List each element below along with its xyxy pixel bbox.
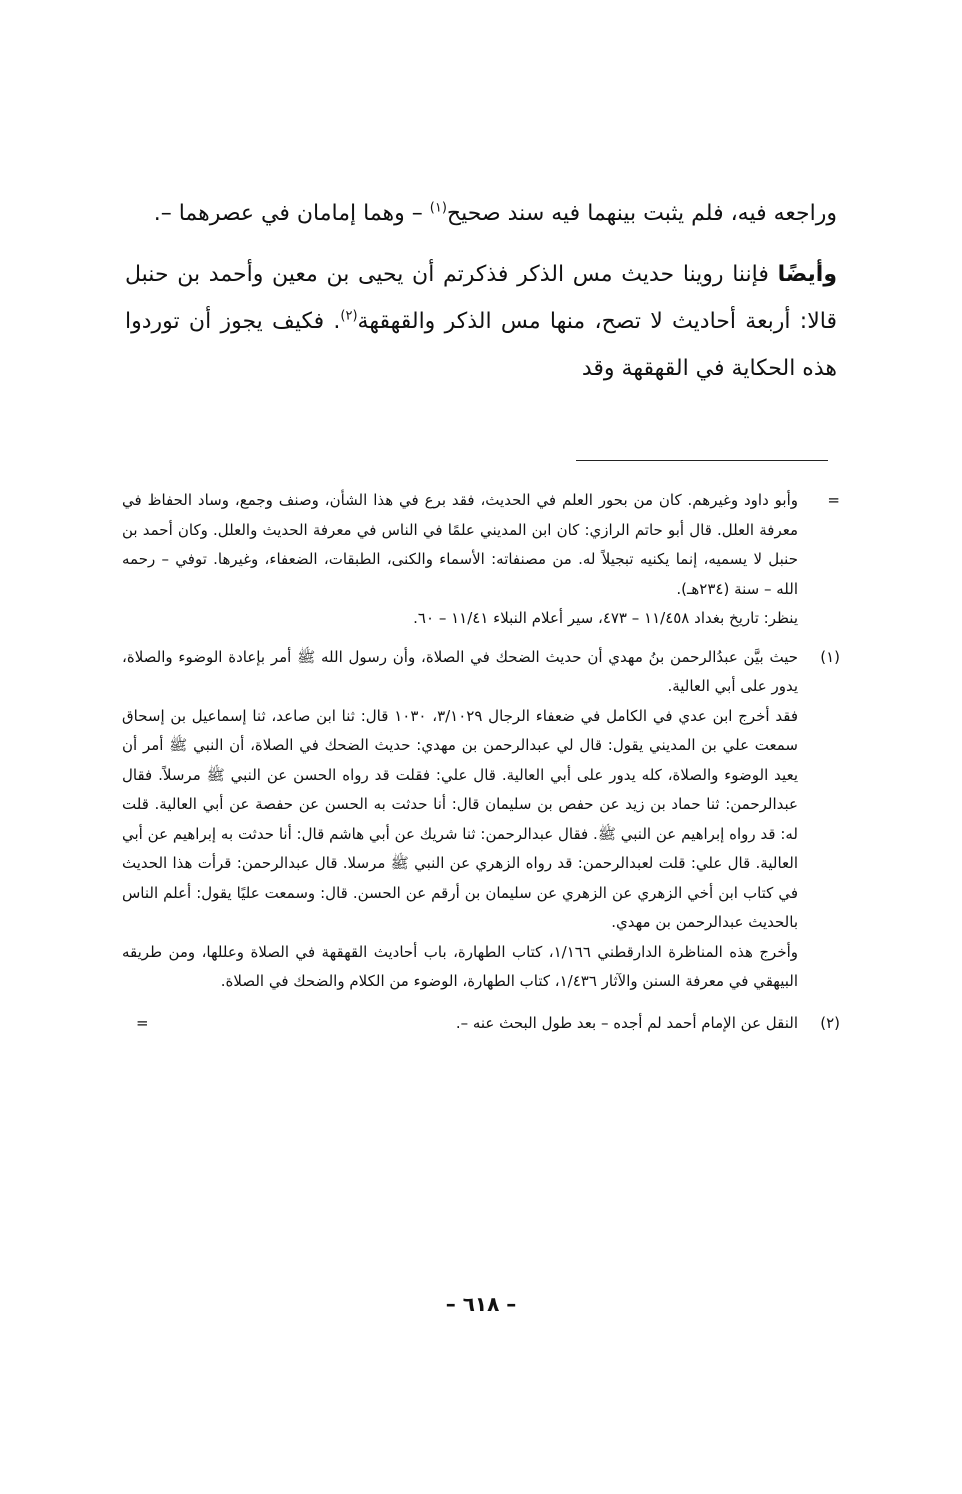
footnote-body: [122, 1009, 798, 1039]
paragraph-text: – وهما إمامان في عصرهما –.: [153, 201, 430, 226]
main-text: [125, 190, 837, 392]
paragraph-text: فإننا روينا حديث مس الذكر فذكرتم أن يحيى بن معين وأحمد بن حنبل قالا: أربعة أحاديث لا تصح، منها مس الذكر والقهقهة: [125, 262, 837, 334]
paragraph-lead-word: وأيضًا: [777, 262, 837, 287]
footnote-continued: [122, 486, 840, 634]
footnote-ref-1[interactable]: (١): [429, 200, 447, 216]
continuation-marker: =: [827, 491, 840, 509]
footnote-separator: [576, 460, 828, 461]
footnote-marker: (٢): [820, 1013, 840, 1032]
footnote-text: فقد أخرج ابن عدي في الكامل في ضعفاء الرجال ٣/١٠٢٩، ١٠٣٠ قال: ثنا ابن صاعد، ثنا إسماعيل بن إسحاق سمعت علي بن المديني يقول: قال لي عبدالرحمن بن مهدي: حديث الضحك في الصلاة، أن النبي ﷺ أمر أن يعيد الوضوء والصلاة، كله يدور على أبي العالية. قال علي: فقلت قد رواه الحسن عن النبي ﷺ مرسلاً. فقال عبدالرحمن: ثنا حماد بن زيد عن حفص بن سليمان قال: أنا حدثت به الحسن عن حفصة عن أبي العالية. قلت له: قد رواه إبراهيم عن النبي ﷺ. فقال عبدالرحمن: ثنا شريك عن أبي هاشم قال: أنا حدثت به إبراهيم عن أبي العالية. قال علي: قلت لعبدالرحمن: قد رواه الزهري عن النبي ﷺ مرسلا. قال عبدالرحمن: قرأت هذا الحديث في كتاب ابن أخي الزهري عن الزهري عن سليمان بن أرقم عن الحسن. قال: وسمعت عليًا يقول: أعلم الناس بالحديث عبدالرحمن بن مهدي.: [122, 706, 799, 931]
main-paragraph-1: [125, 190, 837, 237]
paragraph-text: . فكيف يجوز أن توردوا هذه الحكاية في القهقهة وقد: [125, 309, 837, 381]
footnote-text: حيث بيَّن عبدُالرحمن بنُ مهدي أن حديث الضحك في الصلاة، وأن رسول الله ﷺ أمر بإعادة الوضوء والصلاة، يدور على أبي العالية.: [122, 647, 798, 695]
footnote-body: [122, 486, 798, 634]
footnote-text: وأبو داود وغيرهم. كان من بحور العلم في الحديث، فقد برع في هذا الشأن، وصنف وجمع، وساد الحفاظ في معرفة العلل. قال أبو حاتم الرازي: كان ابن المديني علمًا في الناس في معرفة الحديث والعلل. وكان أحمد بن حنبل لا يسميه، إنما يكنيه تبجيلاً له. من مصنفاته: الأسماء والكنى، الطبقات، الضعفاء، وغيرها. توفي – رحمه الله – سنة (٢٣٤هـ).: [122, 491, 798, 598]
page-number: – ٦١٨ –: [445, 1292, 517, 1316]
main-paragraph-2: [125, 251, 837, 392]
footnote-text: النقل عن الإمام أحمد لم أجده – بعد طول البحث عنه –.: [455, 1013, 798, 1032]
footnote-2: [122, 1009, 840, 1039]
footnote-body: [122, 643, 798, 997]
footnote-1: [122, 643, 840, 997]
footnotes-section: [122, 486, 840, 1038]
footnote-text: وأخرج هذه المناظرة الدارقطني ١/١٦٦، كتاب الطهارة، باب أحاديث القهقهة في الصلاة وعللها، ومن طريقه البيهقي في معرفة السنن والآثار ١/٤٣٦، كتاب الطهارة، الوضوء من الكلام والضحك في الصلاة.: [122, 942, 798, 990]
paragraph-text: وراجعه فيه، فلم يثبت بينهما فيه سند صحيح: [446, 201, 837, 226]
continuation-marker: =: [136, 1013, 149, 1032]
footnote-ref-2[interactable]: (٢): [340, 308, 358, 324]
footnote-marker: (١): [820, 647, 840, 666]
footnote-source: ينظر: تاريخ بغداد ١١/٤٥٨ – ٤٧٣، سير أعلام النبلاء ١١/٤١ – ٦٠.: [413, 609, 798, 627]
